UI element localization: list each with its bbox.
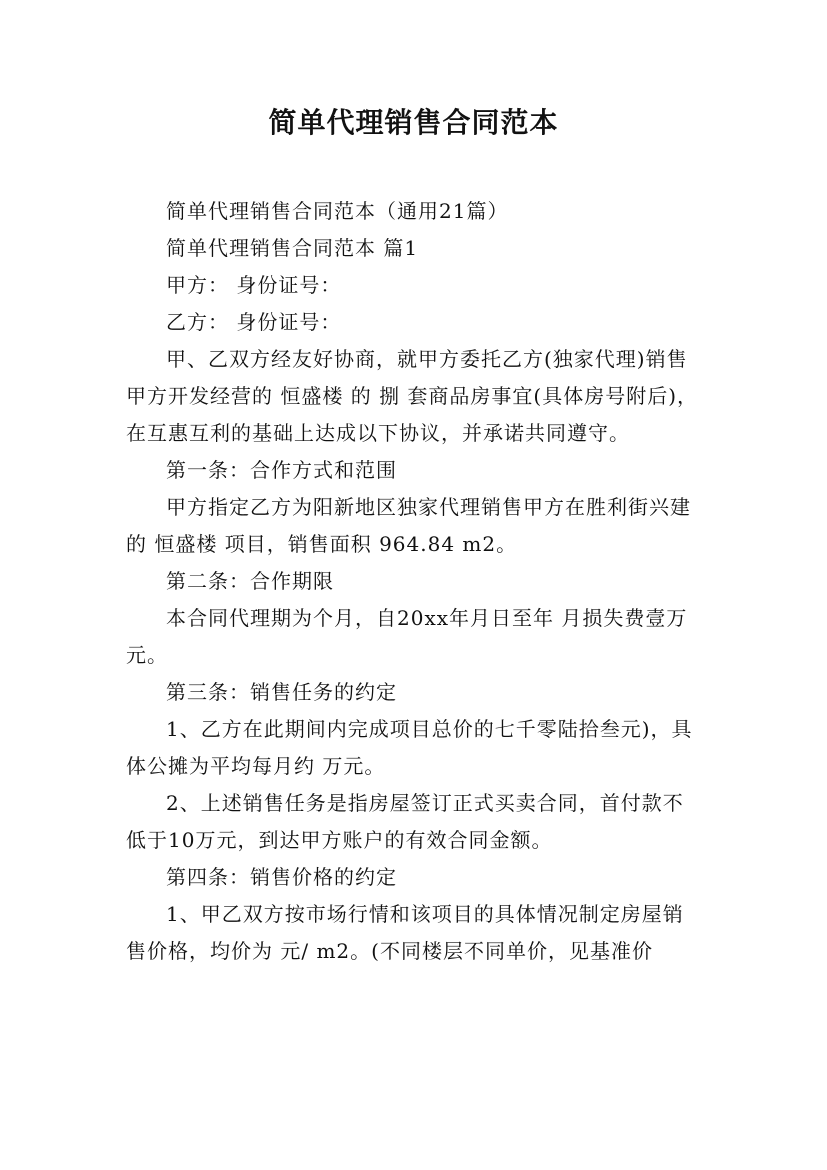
paragraph-section-heading: 简单代理销售合同范本 篇1 bbox=[166, 236, 419, 260]
document-title: 简单代理销售合同范本 bbox=[268, 106, 559, 139]
paragraph-article-2-heading: 第二条：合作期限 bbox=[166, 569, 334, 593]
paragraph-party-b: 乙方： 身份证号： bbox=[166, 310, 342, 334]
paragraph-preamble: 甲、乙双方经友好协商，就甲方委托乙方(独家代理)销售甲方开发经营的 恒盛楼 的 捌 套商品房事宜(具体房号附后)，在互惠互利的基础上达成以下协议，并承诺共同遵守。 bbox=[126, 347, 699, 445]
paragraph-article-3-item-2: 2、上述销售任务是指房屋签订正式买卖合同，首付款不低于10万元，到达甲方账户的有效合同金额。 bbox=[126, 791, 684, 852]
paragraph-article-1-heading: 第一条：合作方式和范围 bbox=[166, 458, 397, 482]
paragraph-party-a: 甲方： 身份证号： bbox=[166, 273, 342, 297]
paragraph-article-2-body: 本合同代理期为个月，自20xx年月日至年 月损失费壹万元。 bbox=[126, 606, 688, 667]
paragraph-article-3-item-1: 1、乙方在此期间内完成项目总价的七千零陆拾叁元)，具体公摊为平均每月约 万元。 bbox=[126, 717, 693, 778]
paragraph-article-1-body: 甲方指定乙方为阳新地区独家代理销售甲方在胜利街兴建的 恒盛楼 项目，销售面积 964.84 m2。 bbox=[126, 495, 691, 556]
paragraph-subtitle: 简单代理销售合同范本（通用21篇） bbox=[166, 199, 509, 223]
paragraph-article-4-item-1: 1、甲乙双方按市场行情和该项目的具体情况制定房屋销售价格，均价为 元/ m2。(不同楼层不同单价，见基准价 bbox=[126, 902, 684, 963]
document-body bbox=[126, 193, 704, 970]
paragraph-article-4-heading: 第四条：销售价格的约定 bbox=[166, 865, 397, 889]
paragraph-article-3-heading: 第三条：销售任务的约定 bbox=[166, 680, 397, 704]
